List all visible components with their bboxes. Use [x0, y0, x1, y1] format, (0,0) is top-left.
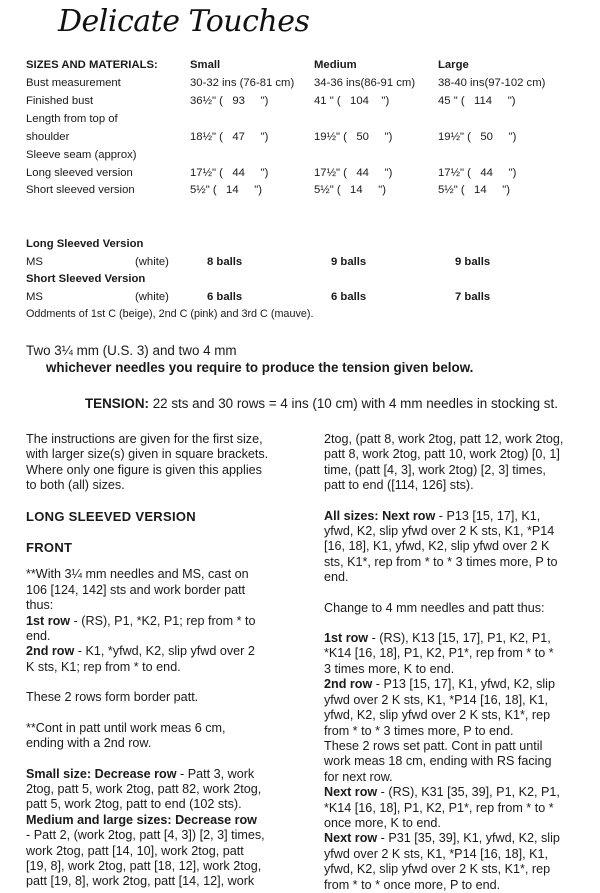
sizes-heading: SIZES AND MATERIALS: — [26, 59, 158, 71]
cast-on-para: **With 3¼ mm needles and MS, cast on 106 [124, 142] sts and work border patt thus: — [26, 567, 249, 613]
next-row2-para: Next row - P31 [35, 39], K1, yfwd, K2, slip yfwd over 2 K sts, K1, *P14 [16, 18], K1, yfwd, K2, slip yfwd over 2 K sts, K1*, rep from * to * once more, P to end. — [324, 831, 560, 892]
row1-para: 1st row - (RS), P1, *K2, P1; rep from * to end. — [26, 613, 256, 644]
short-large-balls: 7 balls — [455, 291, 491, 303]
size-cell: 17½" ( 44 ") — [438, 167, 517, 179]
size-row-label: Short sleeved version — [26, 184, 135, 196]
page-title: Delicate Touches — [58, 4, 310, 39]
size-row-label: Bust measurement — [26, 77, 121, 89]
intro-para: The instructions are given for the first size, with larger size(s) given in square brackets. Where only one figure is given this applies to both (all) sizes. — [26, 432, 269, 493]
short-small-balls: 6 balls — [207, 291, 243, 303]
medium-large-para: Medium and large sizes: Decrease row - Patt 2, (work 2tog, patt [4, 3]) [2, 3] times, work 2tog, patt [14, 10], work 2tog, patt [19, 8], work 2tog, patt [18, 12], work 2tog, patt [19, 8], work 2tog, patt [14, 12], work — [26, 812, 265, 889]
long-medium-balls: 9 balls — [331, 256, 367, 268]
size-cell: 19½" ( 50 ") — [438, 131, 517, 143]
needles-line: Two 3¼ mm (U.S. 3) and two 4 mm — [26, 343, 237, 358]
row2-para: 2nd row - K1, *yfwd, K2, slip yfwd over 2 K sts, K1; rep from * to end. — [26, 644, 255, 674]
patt-row2-para: 2nd row - P13 [15, 17], K1, yfwd, K2, slip yfwd over 2 K sts, K1, *P14 [16, 18], K1, yfwd, K2, slip yfwd over 2 K sts, K1*, rep from * to * 3 times more, P to end. — [324, 677, 555, 738]
set-patt-para: These 2 rows set patt. Cont in patt until work meas 18 cm, ending with RS facing for next row. — [324, 738, 552, 784]
long-ms-label: MS — [26, 256, 43, 268]
needles-requirement: whichever needles you require to produce the tension given below. — [46, 360, 474, 375]
size-row-label: shoulder — [26, 131, 70, 143]
size-cell: 36½" ( 93 ") — [190, 95, 269, 107]
tension-label: TENSION: — [85, 396, 149, 411]
long-version-heading: Long Sleeved Version — [26, 238, 144, 250]
long-ms-color: (white) — [135, 256, 169, 268]
left-column — [26, 432, 310, 890]
size-row-label: Finished bust — [26, 95, 94, 107]
long-small-balls: 8 balls — [207, 256, 243, 268]
all-sizes-para: All sizes: Next row - P13 [15, 17], K1, yfwd, K2, slip yfwd over 2 K sts, K1, *P14 [16, 18], K1, yfwd, K2, slip yfwd over 2 K sts, K1*, rep from * to * 3 times more, P to end. — [324, 508, 558, 585]
decrease-cont-para: 2tog, (patt 8, work 2tog, patt 12, work 2tog, patt 8, work 2tog, patt 10, work 2tog) [0, 1] time, (patt [4, 3], work 2tog) [2, 3] times, patt to end ([114, 126] sts). — [324, 432, 564, 493]
section-heading: LONG SLEEVED VERSION — [26, 508, 196, 524]
short-version-heading: Short Sleeved Version — [26, 273, 146, 285]
small-size-para: Small size: Decrease row - Patt 3, work 2tog, patt 5, work 2tog, patt 82, work 2tog, patt 5, work 2tog, patt to end (102 sts). — [26, 766, 262, 812]
cont-para: **Cont in patt until work meas 6 cm, ending with a 2nd row. — [26, 720, 226, 751]
size-cell: 5½" ( 14 ") — [314, 184, 387, 196]
right-column — [324, 432, 586, 893]
border-patt-para: These 2 rows form border patt. — [26, 690, 199, 705]
tension-line — [85, 396, 558, 411]
size-cell: 5½" ( 14 ") — [190, 184, 263, 196]
size-cell: 17½" ( 44 ") — [190, 167, 269, 179]
size-cell: 19½" ( 50 ") — [314, 131, 393, 143]
patt-row1-para: 1st row - (RS), K13 [15, 17], P1, K2, P1, *K14 [16, 18], P1, K2, P1*, rep from * to * 3 times more, K to end. — [324, 631, 554, 676]
col-medium: Medium — [314, 59, 357, 71]
oddments-note: Oddments of 1st C (beige), 2nd C (pink) and 3rd C (mauve). — [26, 308, 314, 320]
size-cell: 30-32 ins (76-81 cm) — [190, 77, 295, 89]
size-row-label: Long sleeved version — [26, 167, 133, 179]
change-needles-para: Change to 4 mm needles and patt thus: — [324, 600, 545, 615]
size-cell: 45 " ( 114 ") — [438, 95, 516, 107]
col-small: Small — [190, 59, 221, 71]
long-large-balls: 9 balls — [455, 256, 491, 268]
short-ms-color: (white) — [135, 291, 169, 303]
size-cell: 5½" ( 14 ") — [438, 184, 511, 196]
size-cell: 34-36 ins(86-91 cm) — [314, 77, 416, 89]
short-medium-balls: 6 balls — [331, 291, 367, 303]
front-heading: FRONT — [26, 540, 73, 556]
tension-text: 22 sts and 30 rows = 4 ins (10 cm) with 4 mm needles in stocking st. — [148, 396, 558, 411]
size-cell: 41 " ( 104 ") — [314, 95, 390, 107]
size-cell: 38-40 ins(97-102 cm) — [438, 77, 546, 89]
size-row-label: Length from top of — [26, 113, 118, 125]
size-cell: 18½" ( 47 ") — [190, 131, 269, 143]
next-row1-para: Next row - (RS), K31 [35, 39], P1, K2, P1, *K14 [16, 18], P1, K2, P1*, rep from * to * once more, K to end. — [324, 785, 560, 830]
col-large: Large — [438, 59, 469, 71]
size-cell: 17½" ( 44 ") — [314, 167, 393, 179]
size-row-label: Sleeve seam (approx) — [26, 149, 137, 161]
short-ms-label: MS — [26, 291, 43, 303]
